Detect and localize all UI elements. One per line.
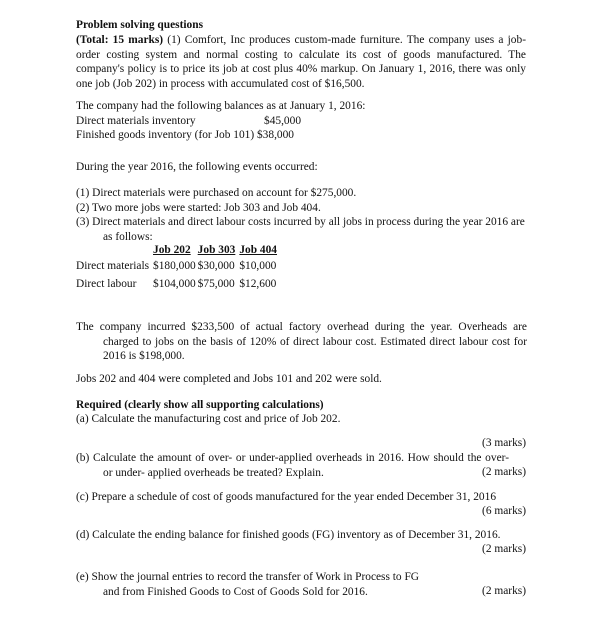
event-item: (1) Direct materials were purchased on account for $275,000. [76,187,357,199]
requirement-e-text: (e) Show the journal entries to record the transfer of Work in Process to FG and from Finished Goods to Cost of Goods Sold for 2016. [76,571,420,598]
column-header: Job 404 [239,244,278,256]
table-cell: $104,000 [153,278,196,291]
event-item: (2) Two more jobs were started: Job 303 and Job 404. [76,201,321,214]
cost-table-header [76,243,277,258]
intro-paragraph [76,33,526,91]
balances-heading: The company had the following balances as at January 1, 2016: [76,100,366,112]
requirement-c: (c) Prepare a schedule of cost of goods manufactured for the year ended December 31, 2016 [76,491,497,503]
requirement-d-marks: (2 marks) [482,543,526,555]
column-header: Job 202 [153,244,191,256]
requirement-d: (d) Calculate the ending balance for finished goods (FG) inventory as of December 31, 2016. [76,529,501,541]
table-row [76,276,277,294]
row-label: Direct materials [76,260,150,273]
balances-section [76,99,526,143]
table-cell: $75,000 [197,278,235,291]
event-item: (3) Direct materials and direct labour costs incurred by all jobs in process during the year 2016 are as follows: [76,216,525,243]
table-cell: $180,000 [153,260,196,273]
balance-label: Direct materials inventory [76,114,196,127]
events-heading: During the year 2016, the following events occurred: [76,161,318,173]
requirement-b-marks: (2 marks) [482,466,526,478]
balance-value: $45,000 [264,114,302,127]
balance-label: Finished goods inventory (for Job 101) [76,129,255,142]
column-header: Job 303 [197,244,236,256]
balance-value: $38,000 [256,129,295,142]
table-cell: $12,600 [239,278,277,291]
cost-table [76,243,526,294]
requirement-a-marks: (3 marks) [482,437,526,449]
page-title: Problem solving questions [76,19,204,31]
overhead-paragraph: The company incurred $233,500 of actual factory overhead during the year. Overheads are charged to jobs on the basis of 120% of direct labour cost. Estimated direct labour cost for 2016 is $198,000. [76,321,527,363]
table-row [76,258,277,276]
total-marks-label: (Total: 15 marks) [76,34,164,46]
required-heading: Required (clearly show all supporting calculations) [76,399,324,411]
requirement-e-marks: (2 marks) [482,585,526,597]
balance-row [76,114,526,129]
intro-text: (1) Comfort, Inc produces custom-made furniture. The company uses a job-order costing system and normal costing to calculate its cost of goods manufactured. The company's policy is to price its job at cost plus 40% markup. On January 1, 2016, there was only one job (Job 202) in process with accumulated cost of $16,500. [76,34,526,90]
requirement-c-marks: (6 marks) [482,505,526,517]
events-list [76,186,526,244]
balance-row [76,128,526,143]
requirement-b-text: (b) Calculate the amount of over- or under-applied overheads in 2016. How should the over- or under- applied overheads be treated? Explain. [76,452,509,479]
table-cell: $10,000 [239,260,277,273]
requirement-a: (a) Calculate the manufacturing cost and price of Job 202. [76,413,341,425]
table-cell: $30,000 [197,260,235,273]
completed-jobs-text: Jobs 202 and 404 were completed and Jobs 101 and 202 were sold. [76,373,382,385]
row-label: Direct labour [76,278,137,291]
